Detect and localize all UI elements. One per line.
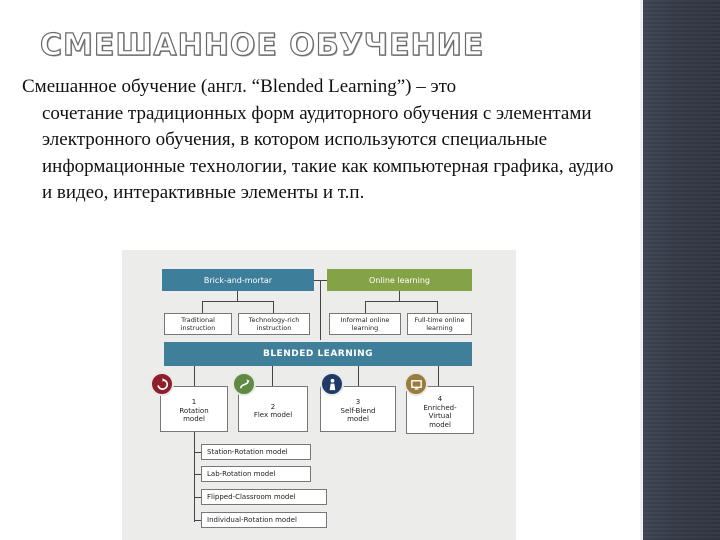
connector-line — [272, 366, 273, 386]
model-number: 2 — [270, 402, 276, 411]
connector-line — [194, 366, 195, 386]
connector-line — [202, 301, 274, 302]
connector-line — [202, 301, 203, 313]
rotation-icon — [150, 372, 174, 396]
connector-line — [438, 366, 439, 386]
connector-line — [320, 280, 321, 340]
connector-line — [194, 432, 195, 522]
connector-line — [365, 301, 438, 302]
person-icon — [326, 378, 339, 391]
connector-line — [358, 366, 359, 386]
body-first-line: Смешанное обучение (англ. “Blended Learning”) – это — [22, 76, 457, 97]
flipped-classroom-model-item: Flipped-Classroom model — [201, 489, 327, 505]
blended-learning-bar: BLENDED LEARNING — [164, 342, 472, 366]
self-blend-icon — [320, 372, 344, 396]
rotation-model-box — [160, 386, 228, 432]
model-name: Self-Blend model — [340, 406, 376, 424]
slide-title: СМЕШАННОЕ ОБУЧЕНИЕ — [40, 28, 485, 63]
lab-rotation-model-item: Lab-Rotation model — [201, 466, 311, 482]
model-name: Flex model — [253, 411, 293, 419]
model-number: 4 — [437, 395, 443, 403]
connector-line — [437, 301, 438, 313]
full-time-online-learning-box: Full-time online learning — [407, 313, 472, 335]
connector-line — [194, 520, 201, 521]
informal-online-learning-box: Informal online learning — [329, 313, 401, 335]
station-rotation-model-item: Station-Rotation model — [201, 444, 311, 460]
connector-line — [194, 452, 201, 453]
traditional-instruction-box: Traditional instruction — [164, 313, 232, 335]
connector-line — [194, 497, 201, 498]
online-learning-header: Online learning — [327, 269, 472, 291]
model-name: Enriched-Virtual model — [423, 403, 457, 429]
connector-line — [237, 291, 238, 301]
body-paragraph — [22, 74, 622, 207]
flex-curve-icon — [238, 378, 251, 391]
enriched-virtual-icon — [404, 372, 428, 396]
individual-rotation-model-item: Individual-Rotation model — [201, 512, 327, 528]
side-band-texture — [643, 0, 720, 540]
model-name: Rotation model — [179, 406, 209, 424]
model-number: 1 — [191, 398, 197, 407]
connector-line — [194, 474, 201, 475]
connector-line — [399, 291, 400, 301]
rotation-arrows-icon — [156, 378, 169, 391]
connector-line — [365, 301, 366, 313]
connector-line — [273, 301, 274, 313]
brick-and-mortar-header: Brick-and-mortar — [162, 269, 314, 291]
body-continuation: сочетание традиционных форм аудиторного обучения с элементами электронного обучения, в котором используются специальные информационные технологии, такие как компьютерная графика, аудио и видео, интерактивные элементы и т.п. — [42, 102, 614, 203]
monitor-icon — [410, 378, 423, 391]
flex-icon — [232, 372, 256, 396]
blended-learning-diagram — [122, 250, 516, 540]
technology-rich-instruction-box: Technology-rich instruction — [238, 313, 310, 335]
side-decor-band — [640, 0, 720, 540]
model-number: 3 — [355, 398, 361, 407]
